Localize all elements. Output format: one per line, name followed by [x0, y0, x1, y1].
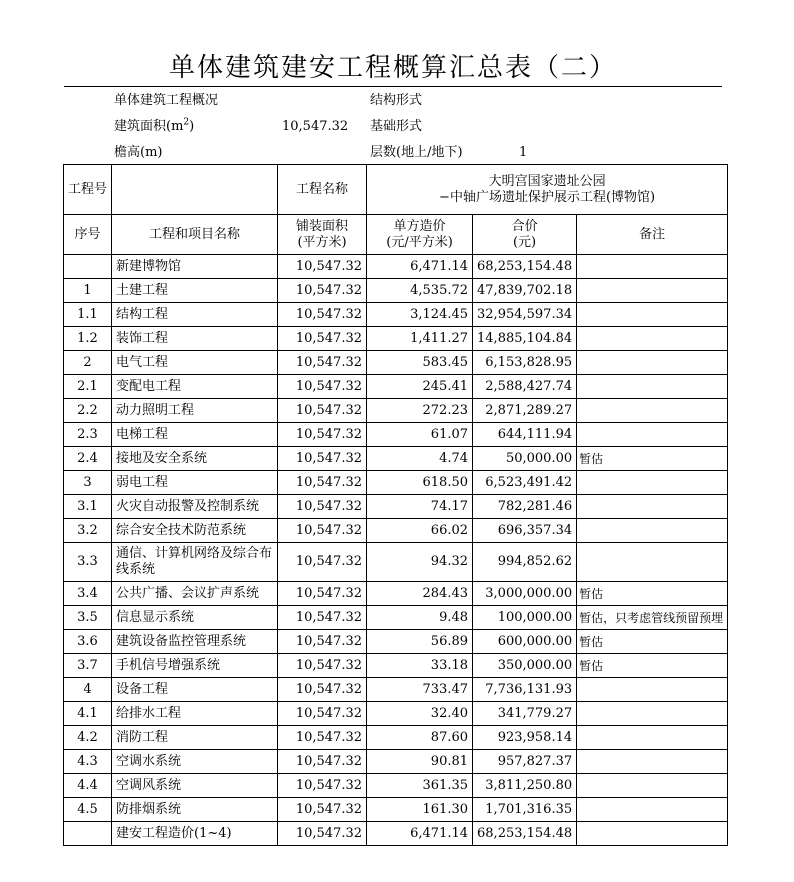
row-unit-price: 4,535.72 [367, 279, 473, 303]
row-note [577, 678, 728, 702]
row-area: 10,547.32 [278, 654, 367, 678]
row-note: 暂估 [577, 447, 728, 471]
row-area: 10,547.32 [278, 678, 367, 702]
row-unit-price: 284.43 [367, 582, 473, 606]
table-row [64, 798, 728, 822]
table-row [64, 678, 728, 702]
row-unit-price: 733.47 [367, 678, 473, 702]
row-name: 综合安全技术防范系统 [112, 519, 278, 543]
row-unit-price: 56.89 [367, 630, 473, 654]
table-row [64, 630, 728, 654]
row-name: 公共广播、会议扩声系统 [112, 582, 278, 606]
row-seq: 3.1 [64, 495, 112, 519]
row-total: 14,885,104.84 [473, 327, 577, 351]
row-area: 10,547.32 [278, 774, 367, 798]
row-total: 923,958.14 [473, 726, 577, 750]
row-unit-price: 61.07 [367, 423, 473, 447]
table-row [64, 654, 728, 678]
floors-label: 层数(地上/地下) [370, 145, 463, 160]
row-area: 10,547.32 [278, 543, 367, 582]
row-name: 土建工程 [112, 279, 278, 303]
row-area: 10,547.32 [278, 726, 367, 750]
table-row [64, 279, 728, 303]
row-seq: 2 [64, 351, 112, 375]
foundation-label: 基础形式 [370, 119, 423, 134]
overview-label: 单体建筑工程概况 [114, 93, 219, 108]
table-row [64, 375, 728, 399]
row-seq: 3.2 [64, 519, 112, 543]
row-seq: 4 [64, 678, 112, 702]
table-row [64, 303, 728, 327]
row-unit-price: 74.17 [367, 495, 473, 519]
row-area: 10,547.32 [278, 351, 367, 375]
row-area: 10,547.32 [278, 375, 367, 399]
row-seq: 4.3 [64, 750, 112, 774]
row-name: 空调水系统 [112, 750, 278, 774]
row-note [577, 543, 728, 582]
table-row [64, 471, 728, 495]
table-row [64, 702, 728, 726]
row-unit-price: 245.41 [367, 375, 473, 399]
row-note [577, 351, 728, 375]
header-unit: 单方造价 (元/平方米) [367, 215, 473, 255]
row-name: 信息显示系统 [112, 606, 278, 630]
header-note: 备注 [577, 215, 728, 255]
row-total: 3,000,000.00 [473, 582, 577, 606]
row-seq: 2.3 [64, 423, 112, 447]
row-note: 暂估 [577, 582, 728, 606]
row-area: 10,547.32 [278, 399, 367, 423]
row-note [577, 702, 728, 726]
row-name: 设备工程 [112, 678, 278, 702]
row-total: 100,000.00 [473, 606, 577, 630]
table-row [64, 774, 728, 798]
row-note [577, 471, 728, 495]
row-total: 47,839,702.18 [473, 279, 577, 303]
row-area: 10,547.32 [278, 519, 367, 543]
page-title: 单体建筑建安工程概算汇总表（二） [168, 53, 617, 83]
row-note [577, 798, 728, 822]
table-row [64, 726, 728, 750]
table-row [64, 351, 728, 375]
row-note [577, 774, 728, 798]
row-total: 6,523,491.42 [473, 471, 577, 495]
row-name: 建筑设备监控管理系统 [112, 630, 278, 654]
row-note: 暂估，只考虑管线预留预埋 [577, 606, 728, 630]
area-label: 建筑面积$(m^2)$ [114, 117, 195, 134]
row-unit-price: 583.45 [367, 351, 473, 375]
row-total: 3,811,250.80 [473, 774, 577, 798]
row-name: 给排水工程 [112, 702, 278, 726]
row-name: 变配电工程 [112, 375, 278, 399]
row-name: 弱电工程 [112, 471, 278, 495]
row-total: 782,281.46 [473, 495, 577, 519]
table-row [64, 750, 728, 774]
row-area: 10,547.32 [278, 447, 367, 471]
row-total: 350,000.00 [473, 654, 577, 678]
row-unit-price: 90.81 [367, 750, 473, 774]
row-total: 994,852.62 [473, 543, 577, 582]
row-note: 暂估 [577, 654, 728, 678]
row-unit-price: 6,471.14 [367, 255, 473, 279]
header-item: 工程和项目名称 [112, 215, 278, 255]
table-row [64, 606, 728, 630]
row-total: 696,357.34 [473, 519, 577, 543]
row-name: 建安工程造价(1~4) [112, 822, 278, 846]
table-row [64, 399, 728, 423]
row-seq: 1 [64, 279, 112, 303]
project-name-line1: 大明宫国家遗址公园 [488, 173, 606, 189]
row-seq: 4.4 [64, 774, 112, 798]
row-unit-price: 94.32 [367, 543, 473, 582]
row-total: 600,000.00 [473, 630, 577, 654]
row-note: 暂估 [577, 630, 728, 654]
row-seq: 3.4 [64, 582, 112, 606]
table-row [64, 543, 728, 582]
table-row [64, 327, 728, 351]
row-unit-price: 4.74 [367, 447, 473, 471]
row-total: 6,153,828.95 [473, 351, 577, 375]
row-area: 10,547.32 [278, 303, 367, 327]
row-note [577, 255, 728, 279]
row-name: 动力照明工程 [112, 399, 278, 423]
row-unit-price: 33.18 [367, 654, 473, 678]
floors-value: 1 [519, 145, 528, 160]
row-area: 10,547.32 [278, 327, 367, 351]
header-area: 铺装面积 (平方米) [278, 215, 367, 255]
row-note [577, 399, 728, 423]
row-unit-price: 66.02 [367, 519, 473, 543]
row-seq: 2.2 [64, 399, 112, 423]
row-seq: 3.3 [64, 543, 112, 582]
row-name: 火灾自动报警及控制系统 [112, 495, 278, 519]
row-total: 32,954,597.34 [473, 303, 577, 327]
row-seq: 3.7 [64, 654, 112, 678]
row-name: 装饰工程 [112, 327, 278, 351]
row-unit-price: 361.35 [367, 774, 473, 798]
row-unit-price: 9.48 [367, 606, 473, 630]
row-total: 68,253,154.48 [473, 822, 577, 846]
row-unit-price: 161.30 [367, 798, 473, 822]
header-total: 合价 (元) [473, 215, 577, 255]
row-seq: 1.1 [64, 303, 112, 327]
table-row [64, 447, 728, 471]
row-name: 结构工程 [112, 303, 278, 327]
row-note [577, 423, 728, 447]
row-area: 10,547.32 [278, 255, 367, 279]
row-seq: 4.2 [64, 726, 112, 750]
row-seq: 4.1 [64, 702, 112, 726]
table-row [64, 423, 728, 447]
table-row [64, 495, 728, 519]
row-note [577, 822, 728, 846]
row-seq [64, 822, 112, 846]
row-name: 新建博物馆 [112, 255, 278, 279]
row-area: 10,547.32 [278, 279, 367, 303]
row-area: 10,547.32 [278, 606, 367, 630]
row-note [577, 750, 728, 774]
row-area: 10,547.32 [278, 495, 367, 519]
row-note [577, 279, 728, 303]
header-project [367, 165, 728, 215]
row-area: 10,547.32 [278, 822, 367, 846]
estimate-summary-table [63, 164, 728, 846]
table-row [64, 582, 728, 606]
row-note [577, 726, 728, 750]
row-total: 7,736,131.93 [473, 678, 577, 702]
row-seq: 4.5 [64, 798, 112, 822]
row-note [577, 375, 728, 399]
header-blank [112, 165, 278, 215]
header-name: 工程名称 [278, 165, 367, 215]
row-seq: 2.4 [64, 447, 112, 471]
row-total: 644,111.94 [473, 423, 577, 447]
row-name: 接地及安全系统 [112, 447, 278, 471]
table-row [64, 822, 728, 846]
row-name: 电气工程 [112, 351, 278, 375]
structure-label: 结构形式 [370, 93, 423, 108]
header-row-2 [64, 215, 728, 255]
row-note [577, 495, 728, 519]
eave-height-label: 檐高(m) [114, 145, 163, 160]
row-total: 1,701,316.35 [473, 798, 577, 822]
row-name: 防排烟系统 [112, 798, 278, 822]
row-unit-price: 32.40 [367, 702, 473, 726]
row-unit-price: 3,124.45 [367, 303, 473, 327]
row-total: 68,253,154.48 [473, 255, 577, 279]
row-unit-price: 6,471.14 [367, 822, 473, 846]
row-total: 2,871,289.27 [473, 399, 577, 423]
row-name: 手机信号增强系统 [112, 654, 278, 678]
row-seq: 3.5 [64, 606, 112, 630]
row-name: 通信、计算机网络及综合布线系统 [112, 543, 278, 582]
row-area: 10,547.32 [278, 798, 367, 822]
row-unit-price: 87.60 [367, 726, 473, 750]
row-unit-price: 1,411.27 [367, 327, 473, 351]
header-seq: 序号 [64, 215, 112, 255]
row-seq: 2.1 [64, 375, 112, 399]
row-total: 957,827.37 [473, 750, 577, 774]
row-area: 10,547.32 [278, 471, 367, 495]
header-row-1 [64, 165, 728, 215]
row-area: 10,547.32 [278, 423, 367, 447]
row-total: 2,588,427.74 [473, 375, 577, 399]
row-area: 10,547.32 [278, 702, 367, 726]
row-name: 消防工程 [112, 726, 278, 750]
row-area: 10,547.32 [278, 630, 367, 654]
row-note [577, 519, 728, 543]
row-note [577, 303, 728, 327]
row-seq: 1.2 [64, 327, 112, 351]
project-name-line2: −中轴广场遗址保护展示工程(博物馆) [439, 189, 656, 205]
row-note [577, 327, 728, 351]
table-row [64, 519, 728, 543]
row-unit-price: 272.23 [367, 399, 473, 423]
row-area: 10,547.32 [278, 750, 367, 774]
row-name: 电梯工程 [112, 423, 278, 447]
row-unit-price: 618.50 [367, 471, 473, 495]
header-code: 工程号 [64, 165, 112, 215]
row-seq: 3 [64, 471, 112, 495]
row-name: 空调风系统 [112, 774, 278, 798]
title-underline [64, 86, 722, 87]
row-total: 50,000.00 [473, 447, 577, 471]
row-seq [64, 255, 112, 279]
area-value: 10,547.32 [282, 119, 349, 134]
table-row [64, 255, 728, 279]
row-area: 10,547.32 [278, 582, 367, 606]
row-total: 341,779.27 [473, 702, 577, 726]
row-seq: 3.6 [64, 630, 112, 654]
